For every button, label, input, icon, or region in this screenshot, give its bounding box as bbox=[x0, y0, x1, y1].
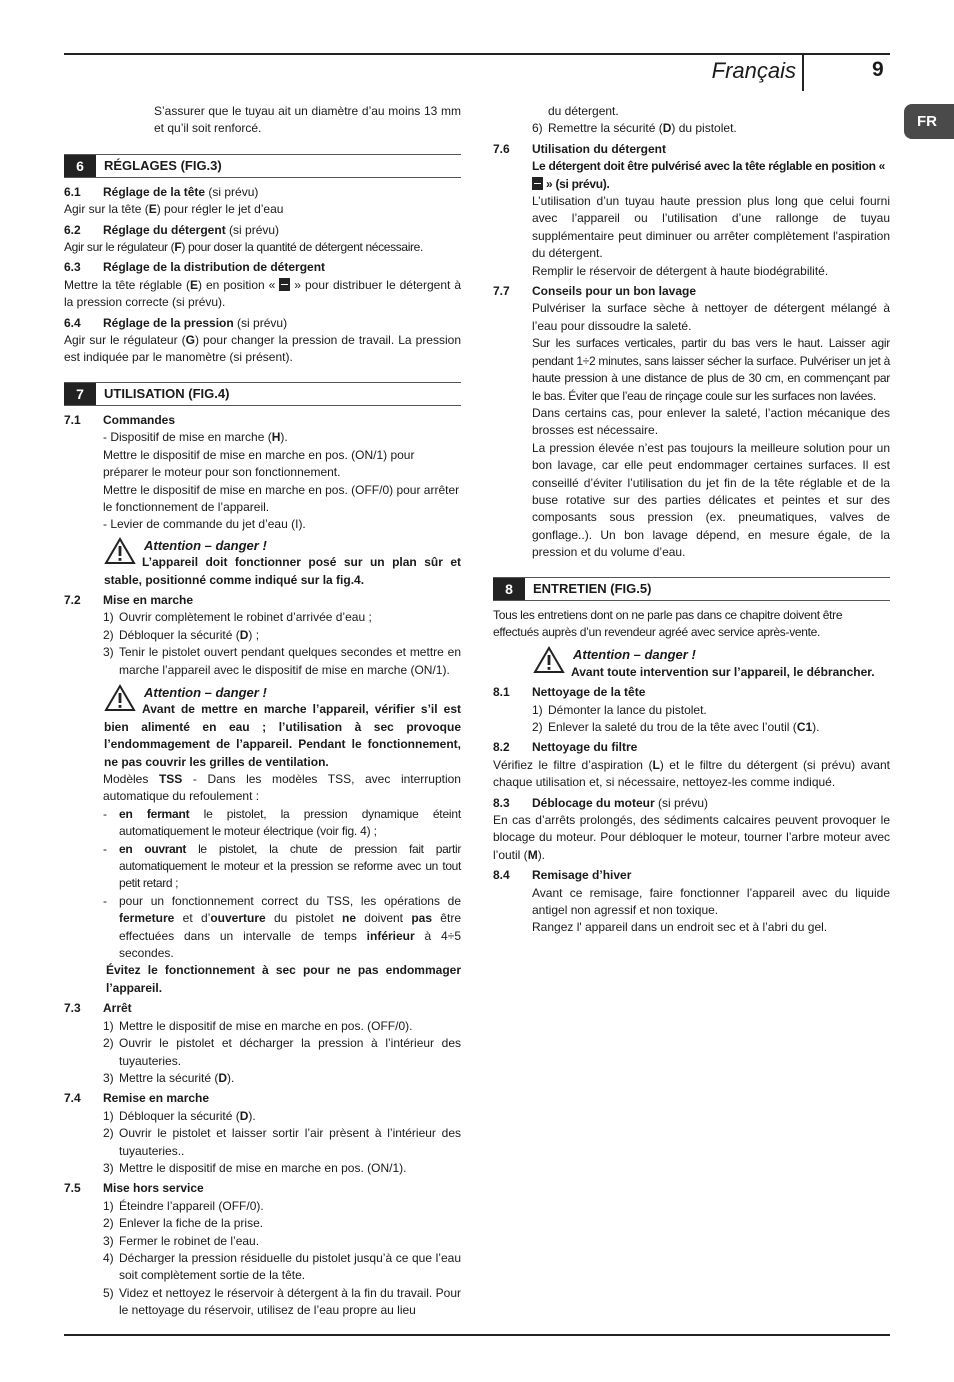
section-title: ENTRETIEN (FIG.5) bbox=[533, 580, 652, 596]
text-7-6: Le détergent doit être pulvérisé avec la tête réglable en position « » (si prévu). L’utilisation d’un tuyau haute pression plus long que celui fourni avec l’appareil ou l’utilisation d’une rallonge de tuyau supplémentaire peut diminuer ou arrêter complètement l'aspiration du détergent. Remplir le réservoir de détergent à haute biodégrabilité. bbox=[532, 159, 890, 278]
section-number: 7 bbox=[64, 383, 96, 405]
subsection-7-5: 7.5 Mise hors service bbox=[64, 1181, 204, 1196]
warning-1 bbox=[104, 537, 461, 589]
section-title: UTILISATION (FIG.4) bbox=[104, 386, 230, 402]
warning-body: Avant toute intervention sur l’appareil, le débrancher. bbox=[571, 664, 875, 679]
list-7-5: 1) Éteindre l’appareil (OFF/0). 2) Enlever la fiche de la prise. 3) Fermer le robinet de l’eau. 4) Décharger la pression résiduelle du pistolet jusqu’à ce que l’eau soit complètement sortie de la tête. 5) Videz et nettoyez le réservoir à détergent à la fin du travail. Pour le nettoyage du réservoir, utilisez de l’eau propre au lieu bbox=[103, 1198, 461, 1318]
subsection-8-4: 8.4 Remisage d’hiver bbox=[493, 868, 632, 883]
language-tab: FR bbox=[904, 104, 954, 139]
subsection-7-1: 7.1 Commandes bbox=[64, 412, 176, 427]
subsection-8-1: 8.1 Nettoyage de la tête bbox=[493, 685, 646, 700]
text-6-2: Agir sur le régulateur (F) pour doser la quantité de détergent nécessaire. bbox=[64, 240, 423, 255]
text-8-3: En cas d’arrêts prolongés, des sédiments calcaires peuvent provoquer le blocage du moteur. Pour débloquer le moteur, tourner l’arbre moteur avec l’outil (M). bbox=[493, 813, 890, 862]
detergent-position-icon bbox=[532, 177, 543, 190]
right-column bbox=[493, 103, 890, 937]
warning-body: Avant de mettre en marche l’appareil, vérifier s’il est bien alimenté en eau ; l’utilisation à sec provoque l’endommagement de l’appareil. Pendant le fonctionnement, ne pas couvrir les grilles de ventilation. bbox=[104, 702, 461, 769]
warning-title: Attention – danger ! bbox=[144, 537, 267, 553]
subsection-6-4: 6.4 Réglage de la pression (si prévu) bbox=[64, 315, 288, 330]
detergent-position-icon bbox=[279, 278, 290, 291]
list-7-2: 1) Ouvrir complètement le robinet d’arrivée d’eau ; 2) Débloquer la sécurité (D) ; 3) Tenir le pistolet ouvert pendant quelques secondes et mettre en marche l’appareil avec le dispositif de mise en marche (ON/1). bbox=[103, 610, 461, 677]
text-7-1: - Dispositif de mise en marche (H). Mettre le dispositif de mise en marche en pos. (ON/1) pour préparer le moteur pour son fonctionnement. Mettre le dispositif de mise en marche en pos. (OFF/0) pour arrêter le fonctionnement de l’appareil. - Levier de commande du jet d’eau (I). bbox=[103, 430, 460, 532]
section-number: 8 bbox=[493, 578, 525, 600]
subsection-7-6: 7.6 Utilisation du détergent bbox=[493, 141, 667, 156]
warning-triangle-icon bbox=[533, 646, 565, 674]
language-title: Français bbox=[711, 58, 796, 83]
subsection-6-3: 6.3 Réglage de la distribution de détergent bbox=[64, 260, 326, 275]
continued-list: du détergent. 6) Remettre la sécurité (D) du pistolet. bbox=[532, 104, 737, 136]
section-7-header bbox=[64, 382, 461, 406]
section-8-header bbox=[493, 577, 890, 601]
list-7-3: 1) Mettre le dispositif de mise en marche en pos. (OFF/0). 2) Ouvrir le pistolet et décharger la pression à l’intérieur des tuyauteries. 3) Mettre la sécurité (D). bbox=[103, 1018, 461, 1085]
footer-rule bbox=[64, 1334, 890, 1336]
text-6-1: Agir sur la tête (E) pour régler le jet d’eau bbox=[64, 202, 284, 217]
left-column bbox=[64, 103, 461, 1320]
subsection-6-2: 6.2 Réglage du détergent (si prévu) bbox=[64, 222, 280, 237]
warning-2 bbox=[104, 684, 461, 771]
intro-text: S’assurer que le tuyau ait un diamètre d’au moins 13 mm et qu’il soit renforcé. bbox=[154, 104, 461, 136]
section-6-header bbox=[64, 154, 461, 178]
tss-block: Modèles TSS - Dans les modèles TSS, avec interruption automatique du refoulement : - en fermant le pistolet, la pression dynamique éteint automatiquement le moteur électrique (voir fig. 4) ; - en ouvrant le pistolet, la chute de pression fait partir automatiquement le moteur et la pression se reforme avec un tout petit retard ; - pour un fonctionnement correct du TSS, les opérations de fermeture et d’ouverture du pistolet ne doivent pas être effectuées dans un intervalle de temps inférieur à 4÷5 secondes. Évitez le fonctionnement à sec pour ne pas endommager l’appareil. bbox=[103, 771, 461, 997]
warning-triangle-icon bbox=[104, 537, 136, 565]
warning-triangle-icon bbox=[104, 684, 136, 712]
warning-body: L’appareil doit fonctionner posé sur un plan sûr et stable, positionné comme indiqué sur la fig.4. bbox=[104, 555, 461, 587]
header-rule bbox=[64, 53, 890, 55]
subsection-7-3: 7.3 Arrêt bbox=[64, 1001, 132, 1016]
subsection-8-3: 8.3 Déblocage du moteur (si prévu) bbox=[493, 795, 709, 810]
subsection-7-2: 7.2 Mise en marche bbox=[64, 592, 194, 607]
subsection-7-7: 7.7 Conseils pour un bon lavage bbox=[493, 284, 697, 299]
list-8-1: 1) Démonter la lance du pistolet. 2) Enlever la saleté du trou de la tête avec l’outil (C1). bbox=[532, 702, 820, 734]
text-6-4: Agir sur le régulateur (G) pour changer la pression de travail. La pression est indiquée par le manomètre (si présent). bbox=[64, 333, 461, 365]
subsection-6-1: 6.1 Réglage de la tête (si prévu) bbox=[64, 184, 259, 199]
warning-3 bbox=[533, 646, 890, 681]
warning-title: Attention – danger ! bbox=[573, 647, 696, 663]
section-number: 6 bbox=[64, 155, 96, 177]
warning-title: Attention – danger ! bbox=[144, 684, 267, 700]
section-8-intro: Tous les entretiens dont on ne parle pas dans ce chapitre doivent être effectués auprès d’un revendeur agréé avec service après-vente. bbox=[493, 607, 843, 639]
text-7-7: Pulvériser la surface sèche à nettoyer de détergent mélangé à l’eau pour dissoudre la saleté. Sur les surfaces verticales, partir du bas vers le haut. Laisser agir pendant 1÷2 minutes, sans laisser sécher la surface. Pulvériser un jet à haute pression à une distance de plus de 30 cm, en commençant par le bas. Éviter que l’eau de rinçage coule sur les surfaces non lavées. Dans certains cas, pour enlever la saleté, l’action mécanique des brosses est nécessaire. La pression élevée n’est pas toujours la meilleure solution pour un bon lavage, car elle peut endommager certaines surfaces. Il est conseillé d’éviter l’utilisation du jet fin de la tête réglable et de la buse rotative sur des parties délicates et peintes et sur des composants sous pression (ex. pneumatiques, valves de gonflage..). Un bon lavage dépend, en mesure égale, de la pression et du volume d’eau. bbox=[532, 301, 890, 560]
text-6-3: Mettre la tête réglable (E) en position « » pour distribuer le détergent à la pression correcte (si prévu). bbox=[64, 277, 461, 310]
section-title: RÉGLAGES (FIG.3) bbox=[104, 158, 222, 174]
subsection-8-2: 8.2 Nettoyage du filtre bbox=[493, 740, 638, 755]
text-8-4: Avant ce remisage, faire fonctionner l’appareil avec du liquide antigel non agressif et non toxique. Rangez l' appareil dans un endroit sec et à l’abri du gel. bbox=[532, 885, 890, 935]
subsection-7-4: 7.4 Remise en marche bbox=[64, 1091, 210, 1106]
header-divider bbox=[802, 55, 804, 91]
text-8-2: Vérifiez le filtre d’aspiration (L) et le filtre du détergent (si prévu) avant chaque utilisation et, si nécessaire, nettoyez-les comme indiqué. bbox=[493, 757, 890, 790]
page-number: 9 bbox=[872, 58, 884, 81]
list-7-4: 1) Débloquer la sécurité (D). 2) Ouvrir le pistolet et laisser sortir l’air prèsent à l’intérieur des tuyauteries.. 3) Mettre le dispositif de mise en marche en pos. (ON/1). bbox=[103, 1108, 461, 1175]
tss-note: Évitez le fonctionnement à sec pour ne pas endommager l’appareil. bbox=[106, 963, 461, 995]
